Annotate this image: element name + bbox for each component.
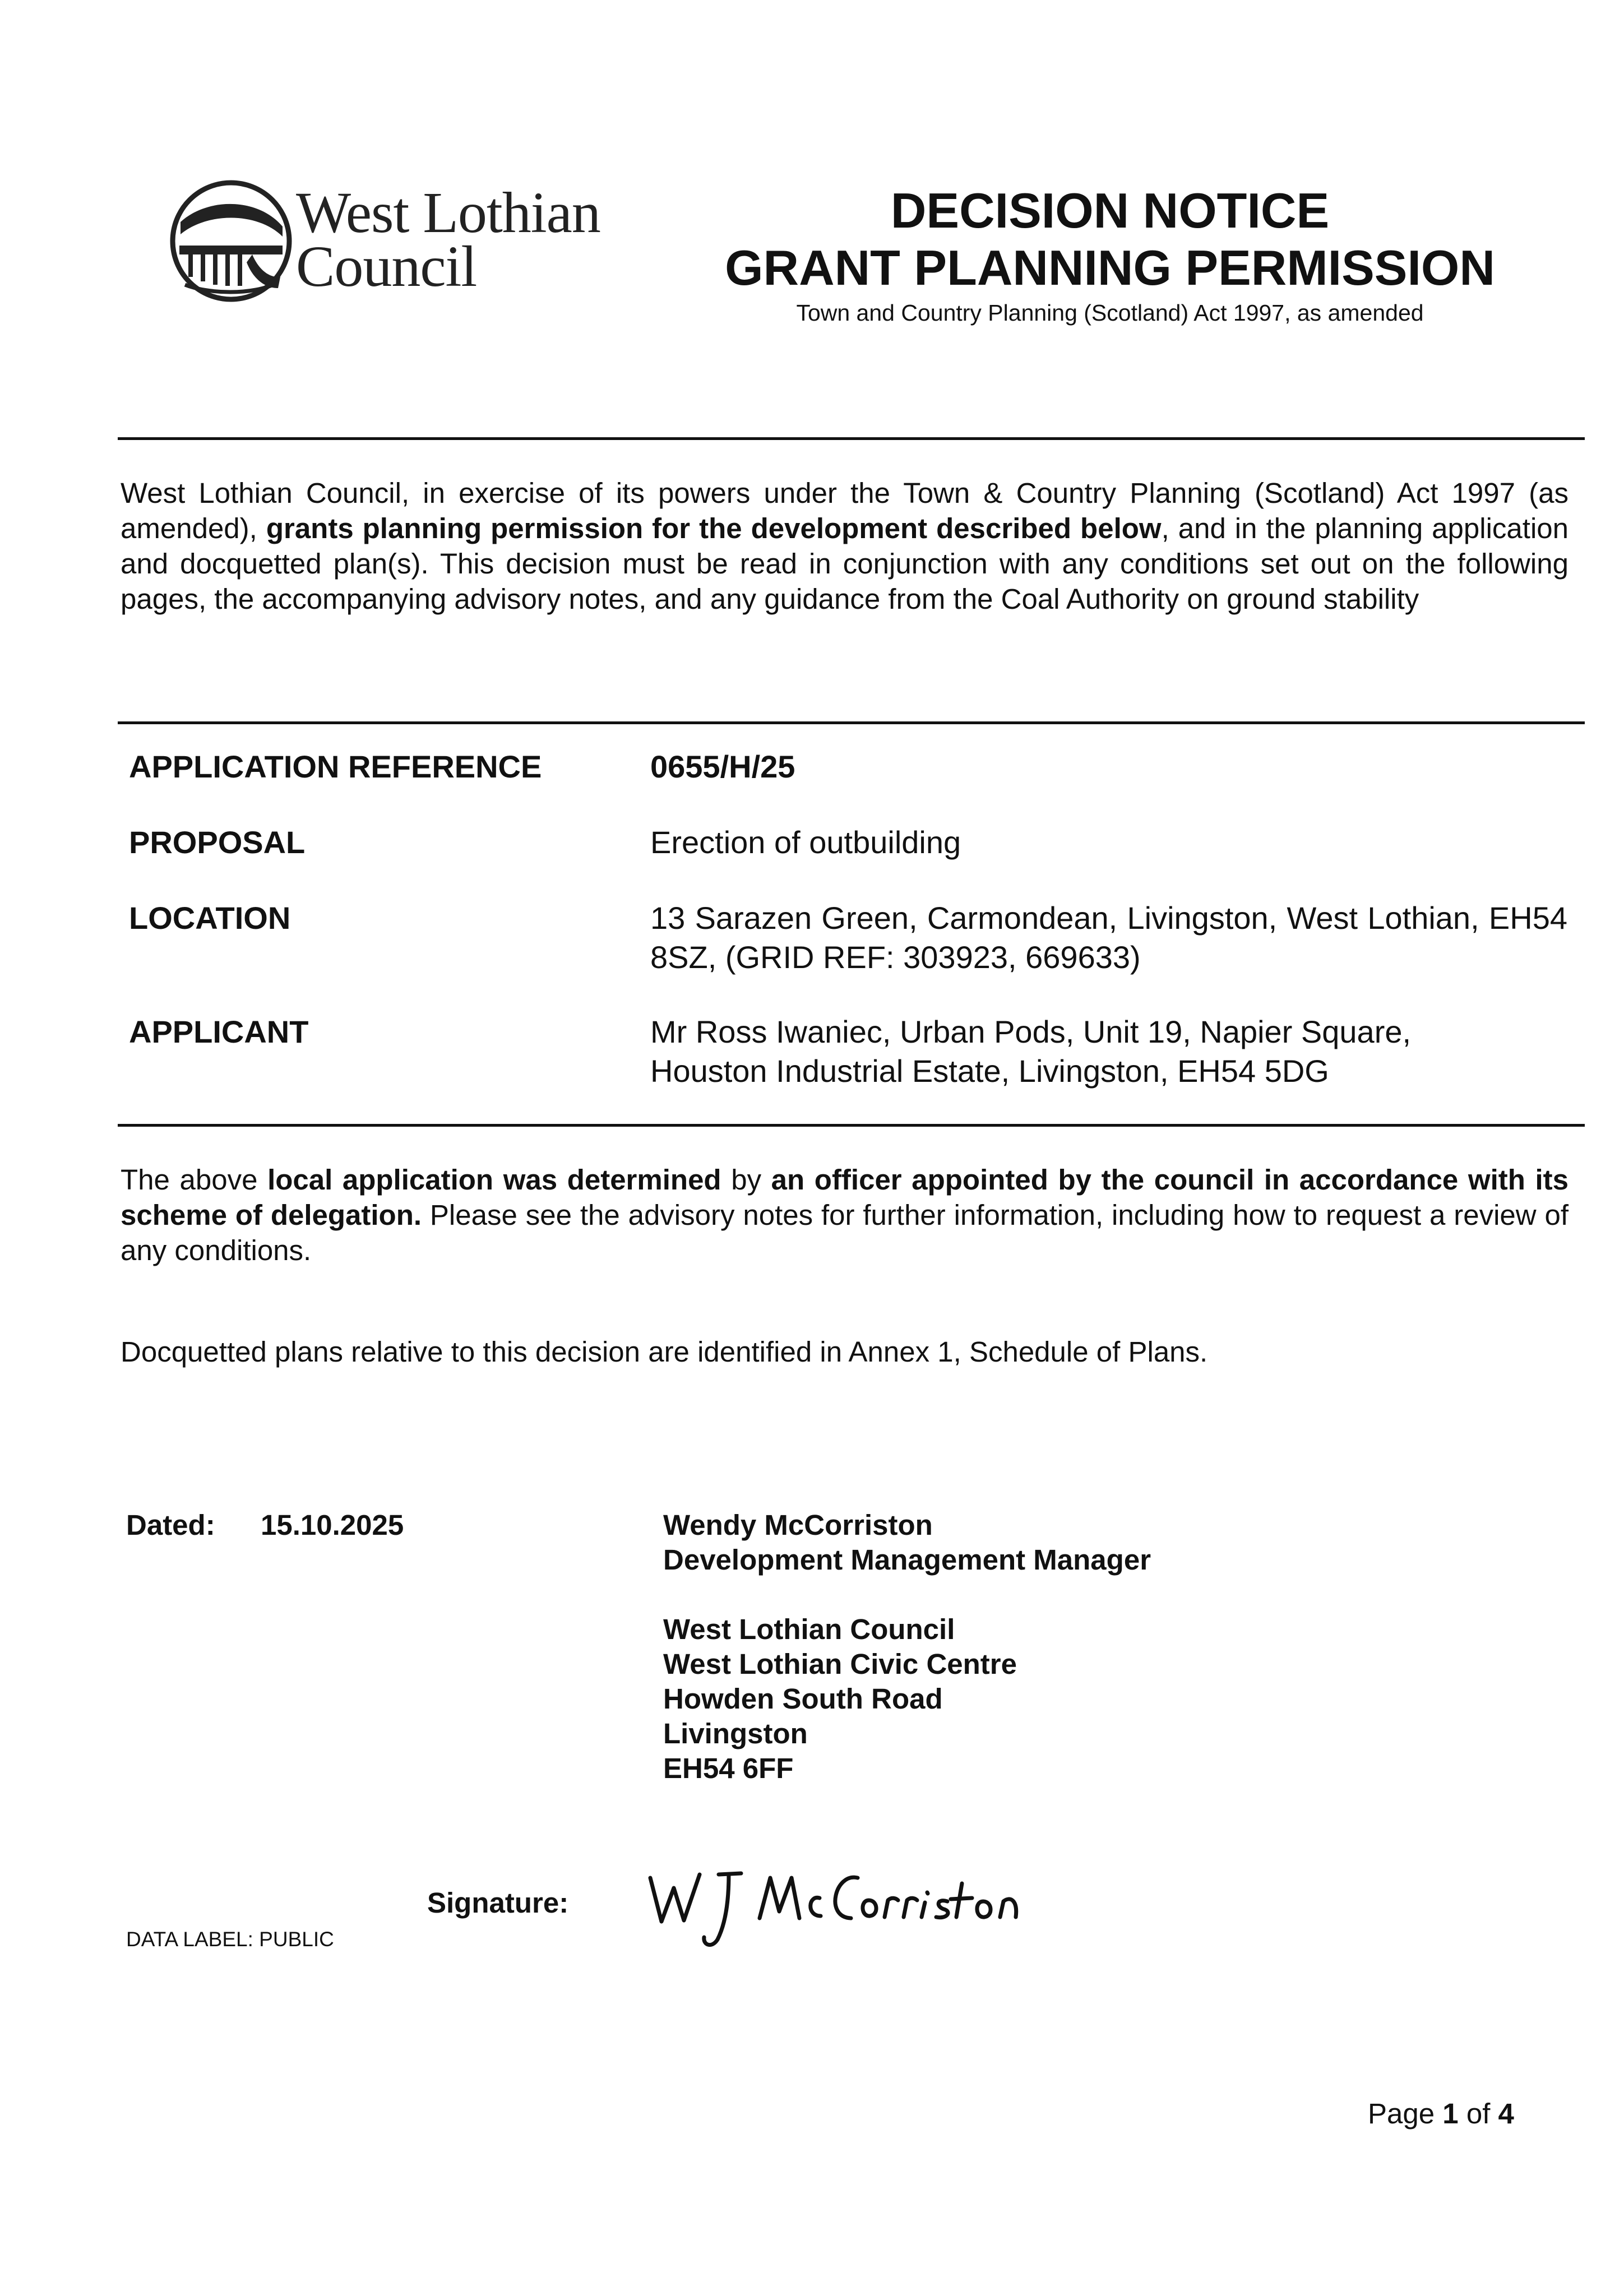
dated-value: 15.10.2025 — [261, 1509, 404, 1541]
page-number — [1368, 2096, 1514, 2131]
page-of: of — [1458, 2098, 1498, 2130]
reference-value: 0655/H/25 — [650, 749, 795, 784]
handwritten-signature — [645, 1855, 1048, 1956]
determination-text: Please see the advisory notes for further information, including how to request a review of any conditions. — [121, 1199, 1569, 1266]
notice-subtitle: GRANT PLANNING PERMISSION — [725, 240, 1495, 295]
divider — [118, 1124, 1585, 1127]
divider — [118, 437, 1585, 440]
determination-bold-text: an officer appointed by the council in accordance with its scheme of delegation. — [121, 1164, 1569, 1231]
data-label: DATA LABEL: PUBLIC — [126, 1928, 334, 1951]
address-line: West Lothian Civic Centre — [663, 1648, 1017, 1680]
viaduct-emblem-icon — [168, 178, 294, 304]
address-line: EH54 6FF — [663, 1752, 794, 1784]
proposal-label: PROPOSAL — [129, 825, 306, 860]
location-value: 13 Sarazen Green, Carmondean, Livingston, West Lothian, EH54 8SZ, (GRID REF: 303923, 669633) — [650, 900, 1567, 975]
page-prefix: Page — [1368, 2098, 1443, 2130]
page-total: 4 — [1498, 2098, 1514, 2130]
officer-name: Wendy McCorriston — [663, 1509, 933, 1541]
officer-block — [663, 1508, 1151, 1786]
notice-title-block — [712, 182, 1508, 328]
intro-text: West Lothian Council, in exercise of its powers under the Town & Country Planning (Scotland) Act 1997 (as amended), — [121, 477, 1569, 544]
determination-paragraph — [121, 1162, 1569, 1268]
applicant-value — [650, 1012, 1567, 1091]
location-label: LOCATION — [129, 900, 291, 936]
logo-text-council: Council — [296, 234, 477, 299]
determination-text: by — [721, 1164, 771, 1196]
logo-text-west-lothian: West Lothian — [296, 180, 600, 245]
plans-note: Docquetted plans relative to this decision are identified in Annex 1, Schedule of Plans. — [121, 1336, 1208, 1368]
applicant-line: Houston Industrial Estate, Livingston, EH54 5DG — [650, 1053, 1329, 1089]
reference-label: APPLICATION REFERENCE — [129, 749, 542, 784]
determination-bold-text: local application was determined — [267, 1164, 721, 1196]
council-logo — [168, 174, 617, 303]
intro-paragraph — [121, 475, 1569, 617]
notice-title: DECISION NOTICE — [890, 183, 1330, 238]
divider — [118, 721, 1585, 724]
proposal-value: Erection of outbuilding — [650, 825, 961, 860]
page-current: 1 — [1442, 2098, 1459, 2130]
determination-text: The above — [121, 1164, 268, 1196]
signature-label: Signature: — [427, 1887, 569, 1919]
address-line: Howden South Road — [663, 1683, 943, 1715]
applicant-line: Mr Ross Iwaniec, Urban Pods, Unit 19, Napier Square, — [650, 1014, 1412, 1049]
officer-title: Development Management Manager — [663, 1544, 1151, 1576]
intro-bold-text: grants planning permission for the development described below — [266, 512, 1162, 544]
dated-label: Dated: — [126, 1509, 215, 1541]
applicant-label: APPLICANT — [129, 1014, 309, 1049]
intro-text: , and in the planning application and docquetted plan(s). This decision must be read in conjunction with any conditions set out on the following pages, the accompanying advisory notes, and any guidance from the Coal Authority on ground stability — [121, 512, 1569, 615]
legislation-reference: Town and Country Planning (Scotland) Act 1997, as amended — [796, 300, 1424, 326]
address-line: West Lothian Council — [663, 1613, 955, 1645]
address-line: Livingston — [663, 1718, 808, 1749]
